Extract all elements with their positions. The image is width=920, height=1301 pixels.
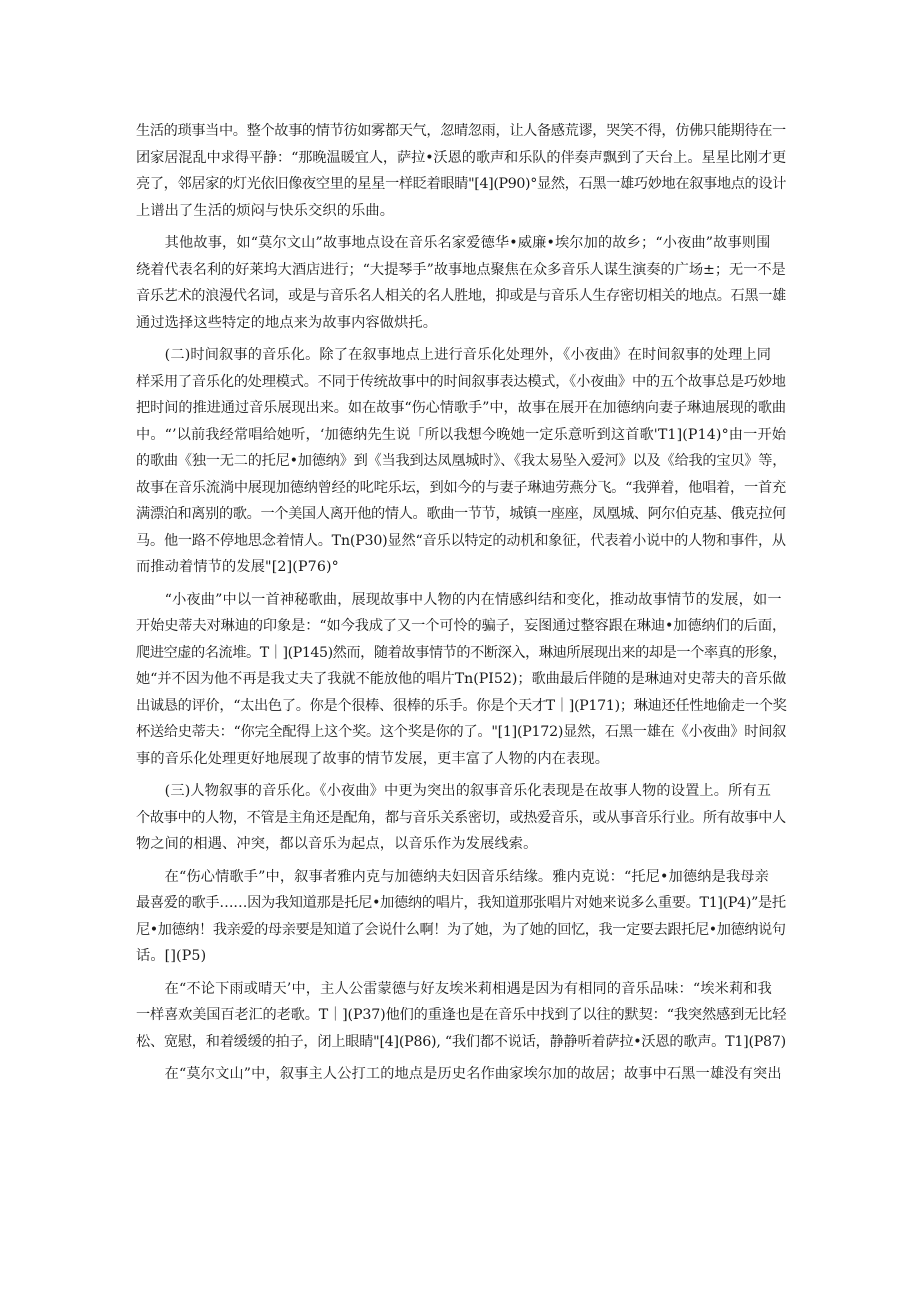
text-line: 通过选择这些特定的地点来为故事内容做烘托。: [136, 314, 438, 331]
text-line: 上谱出了生活的烦闷与快乐交织的乐曲。: [136, 202, 395, 219]
text-line: 爬进空虚的名流堆。T｜](P145)然而，随着故事情节的不断深入，琳迪所展现出来的却是一个率真的形象，: [136, 644, 787, 661]
text-line: 故事在音乐流淌中展现加德纳曾经的叱咤乐坛，到如今的与妻子琳迪劳燕分飞。“我弹着，他唱着，一首充: [136, 479, 786, 496]
paragraph-come-rain: [136, 976, 786, 1056]
text-line: 杯送给史蒂夫：“你完全配得上这个奖。这个奖是你的了。"[1](P172)显然，石黑一雄在《小夜曲》时间叙: [136, 724, 787, 740]
text-line: 开始史蒂夫对琳迪的印象是：“如今我成了又一个可怜的骗子，妄图通过整容跟在琳迪•加德纳们的后面，: [136, 618, 787, 634]
text-line: 事的音乐化处理更好地展现了故事的情节发展，更丰富了人物的内在表现。: [136, 750, 610, 767]
paragraph-time-narrative: [136, 342, 786, 581]
text-line: 团家居混乱中求得平静：“那晚温暖宜人，萨拉•沃恩的歌声和乐队的伴奏声飘到了天台上。星星比刚才更: [136, 149, 787, 166]
text-line: “小夜曲”中以一首神秘歌曲，展现故事中人物的内在情感纠结和变化，推动故事情节的发展，如一: [136, 591, 782, 608]
text-line: 物之间的相遇、冲突，都以音乐为起点，以音乐作为发展线索。: [136, 836, 538, 852]
text-line: 其他故事，如“莫尔文山”故事地点设在音乐名家爱德华•威廉•埃尔加的故乡；“小夜曲”故事则围: [136, 235, 771, 251]
paragraph-venue-life: [136, 118, 786, 224]
text-line: 样采用了音乐化的处理模式。不同于传统故事中的时间叙事表达模式，《小夜曲》中的五个故事总是巧妙地: [136, 373, 786, 390]
text-line: 最喜爱的歌手……因为我知道那是托尼•加德纳的唱片，我知道那张唱片对她来说多么重要。T1](P4)”是托: [136, 895, 786, 911]
text-line: 在“不论下雨或晴天’中，主人公雷蒙德与好友埃米莉相遇是因为有相同的音乐品味：“埃米莉和我: [136, 980, 772, 997]
paragraph-malvern: [136, 1061, 786, 1088]
text-line: 出诚恳的评价，“太出色了。你是个很棒、很棒的乐手。你是个天才T｜](P171)；琳迪还任性地偷走一个奖: [136, 697, 787, 714]
text-line: 满漂泊和离别的歌。一个美国人离开他的情人。歌曲一节节，城镇一座座，凤凰城、阿尔伯克基、俄克拉何: [136, 506, 786, 522]
text-line: 松、宽慰，和着缓缓的拍子，闭上眼睛"[4](P86), “我们都不说话，静静听着萨拉•沃恩的歌声。T1](P87): [136, 1033, 786, 1050]
paragraph-character-narrative: [136, 778, 786, 858]
text-line: 马。他一路不停地思念着情人。Tn(P30)显然“音乐以特定的动机和象征，代表着小说中的人物和事件，从: [136, 532, 786, 549]
text-line: 而推动着情节的发展"[2](P76)°: [136, 559, 339, 575]
text-line: 中。“’以前我经常唱给她听，‘加德纳先生说「所以我想今晚她一定乐意听到这首歌'T1](P14)°由一开始: [136, 426, 787, 443]
text-line: 音乐艺术的浪漫代名词，或是与音乐名人相关的名人胜地，抑或是与音乐人生存密切相关的地点。石黑一雄: [136, 288, 786, 304]
text-line: 在“莫尔文山”中，叙事主人公打工的地点是历史名作曲家埃尔加的故居；故事中石黑一雄没有突出: [136, 1066, 782, 1082]
text-line: 把时间的推进通过音乐展现出来。如在故事“伤心情歌手”中，故事在展开在加德纳向妻子琳迪展现的歌曲: [136, 400, 786, 416]
text-line: (二)时间叙事的音乐化。除了在叙事地点上进行音乐化处理外，《小夜曲》在时间叙事的处理上同: [136, 347, 772, 363]
text-line: 尼•加德纳！我亲爱的母亲要是知道了会说什么啊！为了她，为了她的回忆，我一定要去跟托尼•加德纳说句: [136, 921, 786, 938]
paragraph-serenade: [136, 587, 786, 773]
text-line: 亮了，邻居家的灯光依旧像夜空里的星星一样眨着眼睛"[4](P90)°显然，石黑一雄巧妙地在叙事地点的设计: [136, 176, 787, 192]
document-page: [136, 118, 786, 1094]
paragraph-other-stories: [136, 230, 786, 336]
text-line: 一样喜欢美国百老汇的老歌。T｜](P37)他们的重逢也是在音乐中找到了以往的默契：“我突然感到无比轻: [136, 1007, 787, 1023]
text-line: 个故事中的人物，不管是主角还是配角，都与音乐关系密切，或热爱音乐，或从事音乐行业。所有故事中人: [136, 809, 786, 826]
text-line: 绕着代表名利的好莱坞大酒店进行；“大提琴手”故事地点聚焦在众多音乐人谋生演奏的广场±；无一不是: [136, 261, 786, 278]
paragraph-crooner: [136, 864, 786, 970]
text-line: 在“伤心情歌手”中，叙事者雅内克与加德纳夫妇因音乐结缘。雅内克说：“托尼•加德纳是我母亲: [136, 868, 769, 885]
text-line: 的歌曲《独一无二的托尼•加德纳》到《当我到达凤凰城时》、《我太易坠入爱河》以及《给我的宝贝》等，: [136, 453, 787, 469]
text-line: (三)人物叙事的音乐化。《小夜曲》中更为突出的叙事音乐化表现是在故事人物的设置上。所有五: [136, 783, 772, 799]
text-line: 生活的琐事当中。整个故事的情节彷如雾都天气，忽晴忽雨，让人备感荒谬，哭笑不得，仿佛只能期待在一: [136, 123, 786, 139]
text-line: 话。[](P5): [136, 948, 207, 964]
text-line: 她“并不因为他不再是我丈夫了我就不能放他的唱片Tn(PI52)；歌曲最后伴随的是琳迪对史蒂夫的音乐做: [136, 671, 787, 687]
